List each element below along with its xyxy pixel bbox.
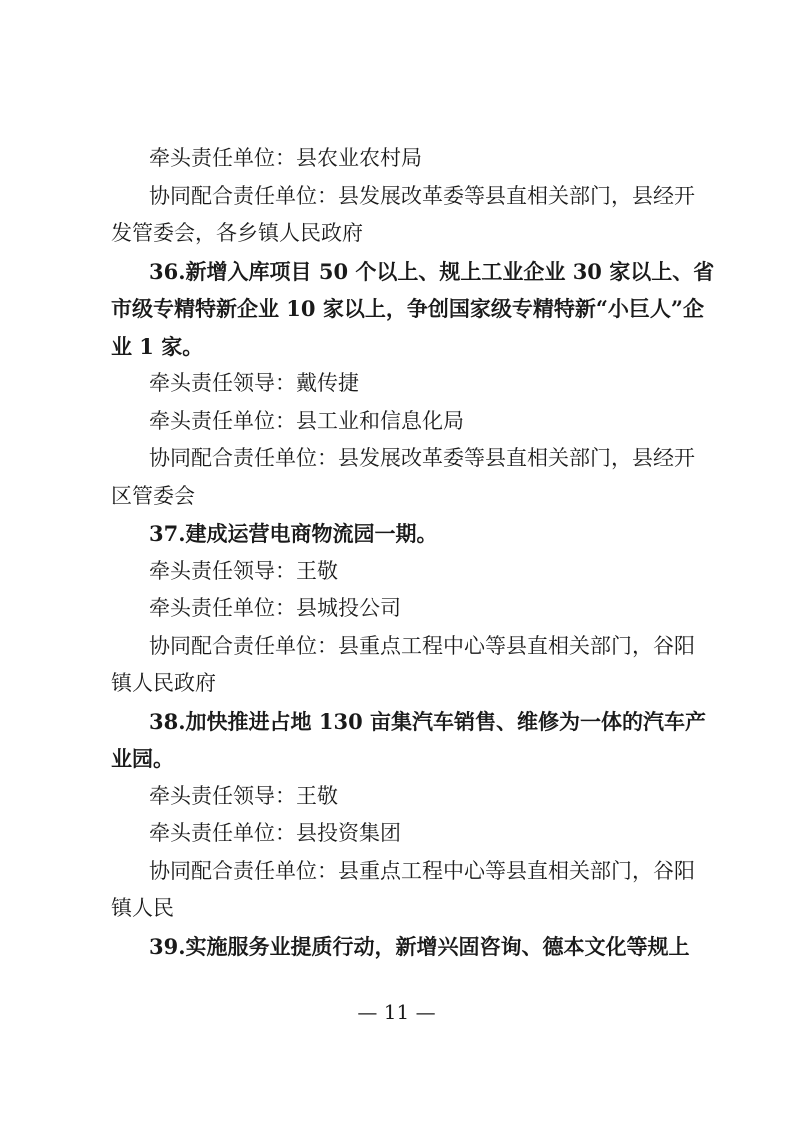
- lead-leader-line: 牵头责任领导：戴传捷: [149, 371, 359, 395]
- item-36-heading-continuation: 业 1 家。: [111, 333, 204, 359]
- cooperating-units-line: 协同配合责任单位：县重点工程中心等县直相关部门，谷阳: [149, 858, 695, 883]
- cooperating-units-continuation: 发管委会，各乡镇人民政府: [111, 221, 363, 245]
- item-36-heading-continuation: 市级专精特新企业 10 家以上，争创国家级专精特新“小巨人”企: [111, 296, 705, 321]
- cooperating-units-line: 协同配合责任单位：县发展改革委等县直相关部门，县经开: [149, 183, 695, 208]
- lead-unit-line: 牵头责任单位：县农业农村局: [149, 146, 422, 170]
- cooperating-units-continuation: 区管委会: [111, 483, 195, 508]
- lead-leader-line: 牵头责任领导：王敬: [149, 783, 338, 808]
- lead-unit-line: 牵头责任单位：县工业和信息化局: [149, 408, 464, 433]
- item-37-heading: 37.建成运营电商物流园一期。: [149, 521, 438, 546]
- item-38-heading: 38.加快推进占地 130 亩集汽车销售、维修为一体的汽车产: [149, 708, 706, 734]
- item-38-heading-continuation: 业园。: [111, 746, 174, 771]
- cooperating-units-continuation: 镇人民政府: [111, 671, 216, 695]
- cooperating-units-continuation: 镇人民: [111, 896, 174, 920]
- document-body: [111, 140, 715, 965]
- item-39-heading: 39.实施服务业提质行动，新增兴固咨询、德本文化等规上: [149, 933, 690, 959]
- cooperating-units-line: 协同配合责任单位：县发展改革委等县直相关部门，县经开: [149, 446, 695, 470]
- lead-unit-line: 牵头责任单位：县城投公司: [149, 596, 401, 620]
- lead-leader-line: 牵头责任领导：王敬: [149, 558, 338, 583]
- page-number: — 11 —: [357, 1000, 436, 1024]
- item-36-heading: 36.新增入库项目 50 个以上、规上工业企业 30 家以上、省: [149, 258, 715, 284]
- lead-unit-line: 牵头责任单位：县投资集团: [149, 821, 401, 845]
- cooperating-units-line: 协同配合责任单位：县重点工程中心等县直相关部门，谷阳: [149, 633, 695, 658]
